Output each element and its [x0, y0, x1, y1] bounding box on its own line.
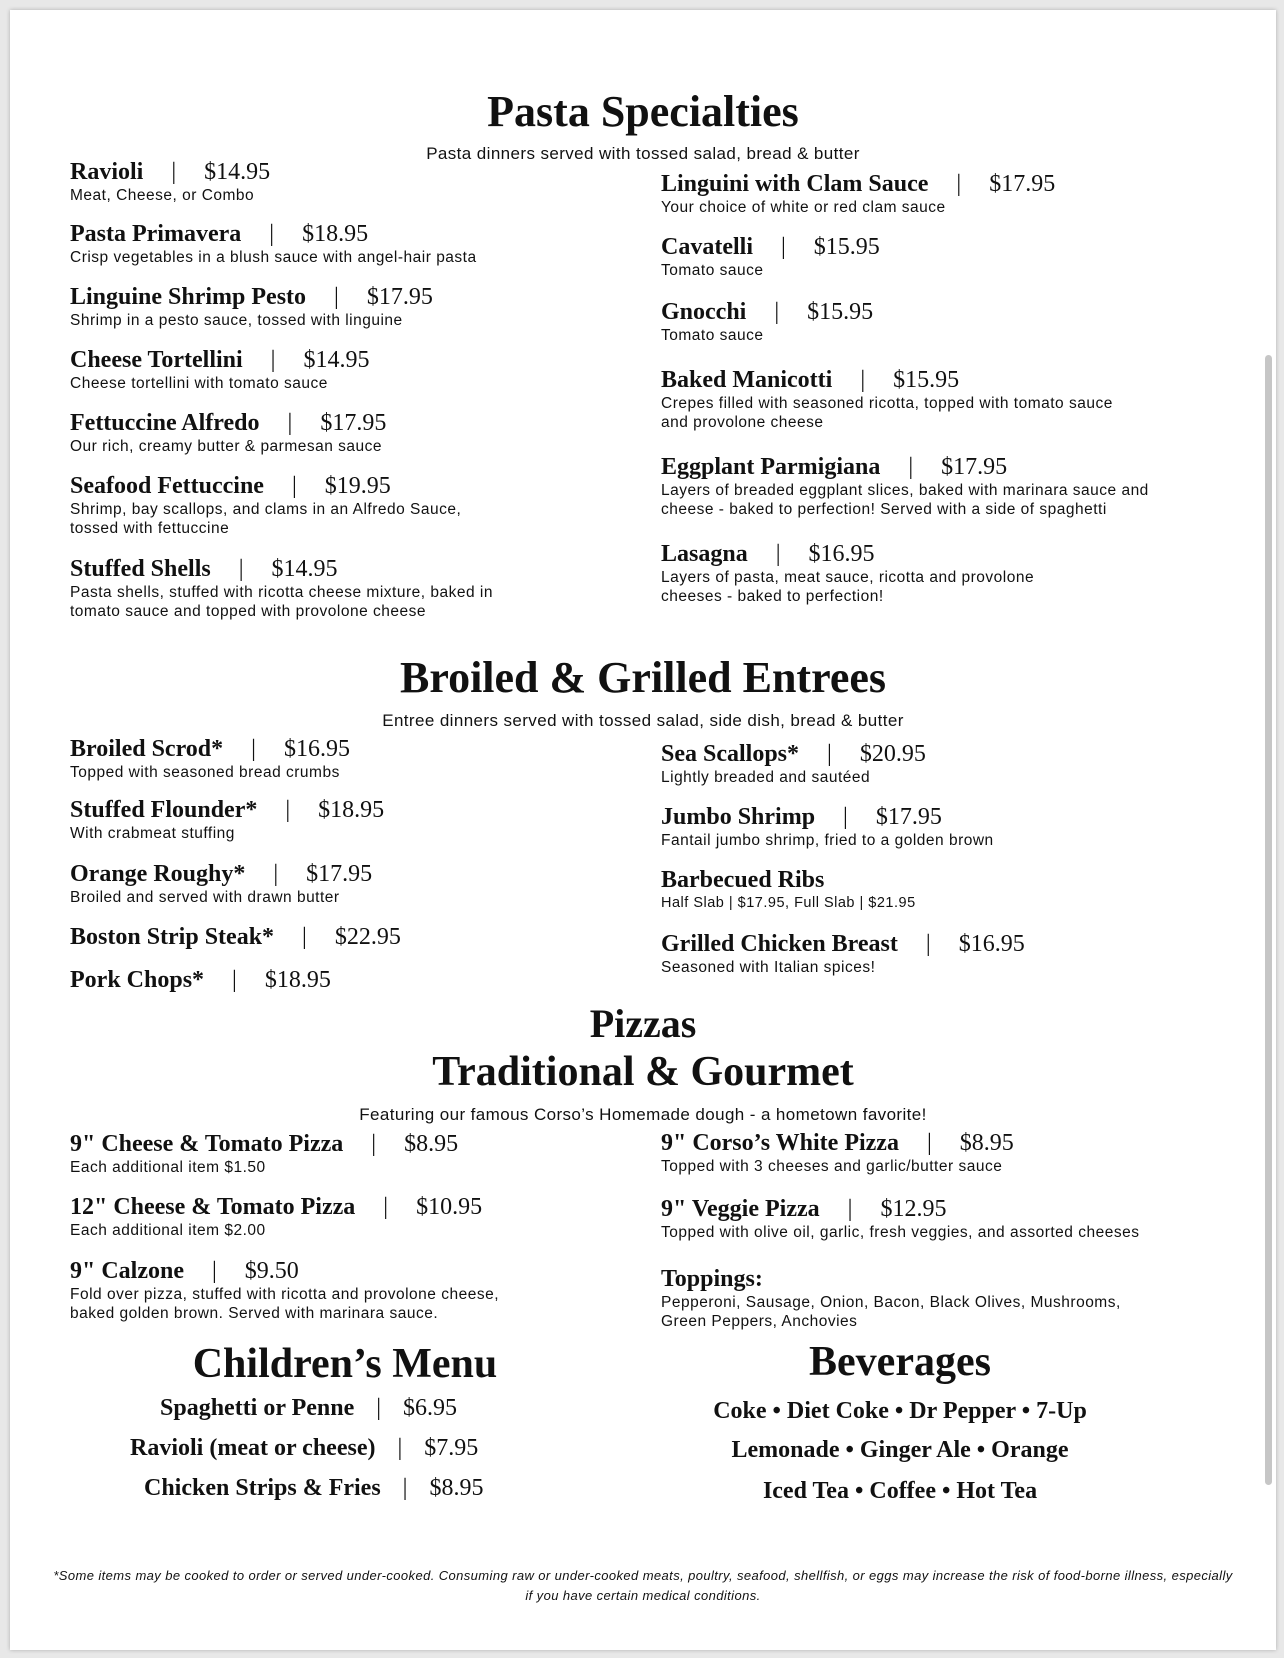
- item-description: Half Slab | $17.95, Full Slab | $21.95: [661, 895, 916, 911]
- entrees-section-title: Broiled & Grilled Entrees: [400, 653, 886, 702]
- item-description: Topped with 3 cheeses and garlic/butter sauce: [661, 1158, 1003, 1175]
- item-name: Fettuccine Alfredo: [70, 410, 260, 436]
- item-price: $20.95: [859, 741, 926, 767]
- menu-item: Eggplant Parmigiana | $17.95 Layers of breaded eggplant slices, baked with marinara sauce and cheese - baked to perfection! Served with a side of spaghetti: [661, 454, 1149, 518]
- item-description: Shrimp, bay scallops, and clams in an Alfredo Sauce, tossed with fettuccine: [70, 501, 462, 537]
- item-name: Cavatelli: [661, 234, 753, 260]
- menu-item: Sea Scallops* | $20.95 Lightly breaded and sautéed: [661, 741, 926, 786]
- item-price: $18.95: [264, 967, 331, 993]
- menu-item: Broiled Scrod* | $16.95 Topped with seasoned bread crumbs: [70, 736, 350, 781]
- pizzas-section-title: Pizzas: [589, 1001, 697, 1046]
- menu-item: Linguine Shrimp Pesto | $17.95 Shrimp in a pesto sauce, tossed with linguine: [70, 284, 433, 329]
- item-price: $19.95: [324, 473, 391, 499]
- item-name: Ravioli: [70, 159, 144, 185]
- item-price: $16.95: [283, 736, 350, 762]
- item-description: Each additional item $2.00: [70, 1222, 266, 1239]
- menu-item: Baked Manicotti | $15.95 Crepes filled with seasoned ricotta, topped with tomato sauce and provolone cheese: [661, 367, 1113, 431]
- item-price: $15.95: [893, 367, 960, 393]
- disclaimer-text: *Some items may be cooked to order or served under-cooked. Consuming raw or under-cooked meats, poultry, seafood, shellfish, or eggs may increase the risk of food-borne illness, especially if you have certain medical conditions.: [53, 1568, 1233, 1603]
- pasta-section-subtitle: Pasta dinners served with tossed salad, bread & butter: [426, 144, 860, 163]
- item-name: Seafood Fettuccine: [70, 473, 264, 499]
- item-description: Broiled and served with drawn butter: [70, 889, 340, 906]
- item-price: $17.95: [989, 171, 1056, 197]
- item-description: Crisp vegetables in a blush sauce with angel-hair pasta: [70, 249, 477, 266]
- menu-item: Lasagna | $16.95 Layers of pasta, meat sauce, ricotta and provolone cheeses - baked to perfection!: [661, 541, 1035, 605]
- item-name: Baked Manicotti: [661, 367, 833, 393]
- menu-item: 9" Corso’s White Pizza | $8.95 Topped with 3 cheeses and garlic/butter sauce: [661, 1130, 1014, 1175]
- menu-item: Grilled Chicken Breast | $16.95 Seasoned with Italian spices!: [661, 931, 1025, 976]
- item-name: Ravioli (meat or cheese): [130, 1435, 376, 1461]
- item-name: Orange Roughy*: [70, 861, 246, 887]
- item-name: Barbecued Ribs: [661, 867, 825, 893]
- menu-item: Cavatelli | $15.95 Tomato sauce: [661, 234, 880, 279]
- toppings-block: [661, 1265, 1121, 1331]
- menu-item: [661, 866, 916, 913]
- item-price: $15.95: [813, 234, 880, 260]
- item-name: 9" Cheese & Tomato Pizza: [70, 1131, 344, 1157]
- item-name: Cheese Tortellini: [70, 347, 243, 373]
- children-item: Ravioli (meat or cheese) | $7.95: [130, 1435, 479, 1461]
- pizzas-section-subtitle: Featuring our famous Corso’s Homemade dough - a hometown favorite!: [359, 1105, 927, 1124]
- item-price: $14.95: [271, 556, 338, 582]
- beverages-line: Iced Tea • Coffee • Hot Tea: [762, 1478, 1038, 1504]
- item-price: $8.95: [959, 1130, 1014, 1156]
- beverages-title: Beverages: [809, 1339, 991, 1385]
- item-price: $17.95: [875, 804, 942, 830]
- toppings-list: Pepperoni, Sausage, Onion, Bacon, Black Olives, Mushrooms, Green Peppers, Anchovies: [661, 1294, 1121, 1330]
- item-name: 9" Corso’s White Pizza: [661, 1130, 899, 1156]
- children-menu-title: Children’s Menu: [192, 1341, 498, 1387]
- item-name: Linguini with Clam Sauce: [661, 171, 929, 197]
- item-description: Pasta shells, stuffed with ricotta cheese mixture, baked in tomato sauce and topped with provolone cheese: [70, 584, 493, 620]
- item-name: 12" Cheese & Tomato Pizza: [70, 1194, 356, 1220]
- item-price: $17.95: [366, 284, 433, 310]
- item-name: Linguine Shrimp Pesto: [70, 284, 307, 310]
- item-name: Sea Scallops*: [661, 741, 800, 767]
- item-description: Layers of pasta, meat sauce, ricotta and provolone cheeses - baked to perfection!: [661, 569, 1035, 605]
- item-name: Gnocchi: [661, 299, 747, 325]
- item-description: Topped with seasoned bread crumbs: [70, 764, 340, 781]
- menu-item: Linguini with Clam Sauce | $17.95 Your choice of white or red clam sauce: [661, 171, 1056, 216]
- menu-page: [10, 10, 1276, 1650]
- item-price: $12.95: [880, 1196, 947, 1222]
- item-name: Pasta Primavera: [70, 221, 242, 247]
- item-price: $15.95: [807, 299, 874, 325]
- item-price: $14.95: [303, 347, 370, 373]
- item-name: Pork Chops*: [70, 967, 205, 993]
- item-description: Tomato sauce: [661, 327, 764, 344]
- item-name: Grilled Chicken Breast: [661, 931, 898, 957]
- item-name: Jumbo Shrimp: [661, 804, 816, 830]
- menu-item: Pasta Primavera | $18.95 Crisp vegetables in a blush sauce with angel-hair pasta: [70, 221, 477, 266]
- children-item: Chicken Strips & Fries | $8.95: [144, 1475, 484, 1501]
- item-name: Lasagna: [661, 541, 748, 567]
- item-description: Each additional item $1.50: [70, 1159, 266, 1176]
- menu-item: 12" Cheese & Tomato Pizza | $10.95 Each additional item $2.00: [70, 1194, 483, 1239]
- menu-item: Orange Roughy* | $17.95 Broiled and served with drawn butter: [70, 861, 373, 906]
- item-price: $10.95: [416, 1194, 483, 1220]
- item-price: $18.95: [318, 797, 385, 823]
- menu-item: Cheese Tortellini | $14.95 Cheese tortellini with tomato sauce: [70, 347, 370, 392]
- beverages-line: Lemonade • Ginger Ale • Orange: [731, 1437, 1069, 1463]
- menu-item: Stuffed Shells | $14.95 Pasta shells, stuffed with ricotta cheese mixture, baked in tomato sauce and topped with provolone cheese: [70, 556, 493, 620]
- item-description: Layers of breaded eggplant slices, baked with marinara sauce and cheese - baked to perfection! Served with a side of spaghetti: [661, 482, 1149, 518]
- item-description: Tomato sauce: [661, 262, 764, 279]
- item-description: Fantail jumbo shrimp, fried to a golden brown: [661, 832, 994, 849]
- item-description: Your choice of white or red clam sauce: [661, 199, 946, 216]
- item-description: Fold over pizza, stuffed with ricotta and provolone cheese, baked golden brown. Served with marinara sauce.: [70, 1286, 499, 1322]
- item-name: Boston Strip Steak*: [70, 924, 275, 950]
- menu-item: Pork Chops* | $18.95: [70, 967, 331, 993]
- item-description: Meat, Cheese, or Combo: [70, 187, 255, 204]
- pizzas-section-title2: Traditional & Gourmet: [432, 1049, 854, 1095]
- menu-item: 9" Cheese & Tomato Pizza | $8.95 Each additional item $1.50: [70, 1131, 459, 1176]
- beverages-line: Coke • Diet Coke • Dr Pepper • 7-Up: [713, 1398, 1087, 1424]
- item-name: Chicken Strips & Fries: [144, 1475, 381, 1501]
- item-description: With crabmeat stuffing: [70, 825, 235, 842]
- item-description: Seasoned with Italian spices!: [661, 959, 876, 976]
- item-description: Cheese tortellini with tomato sauce: [70, 375, 328, 392]
- children-item: Spaghetti or Penne | $6.95: [160, 1395, 458, 1421]
- menu-item: Stuffed Flounder* | $18.95 With crabmeat stuffing: [70, 797, 385, 842]
- item-price: $16.95: [808, 541, 875, 567]
- item-price: $7.95: [424, 1435, 479, 1461]
- item-name: Stuffed Flounder*: [70, 797, 258, 823]
- menu-item: 9" Veggie Pizza | $12.95 Topped with olive oil, garlic, fresh veggies, and assorted cheeses: [661, 1196, 1140, 1241]
- item-name: Broiled Scrod*: [70, 736, 224, 762]
- menu-item: Ravioli | $14.95 Meat, Cheese, or Combo: [70, 159, 271, 204]
- item-price: $18.95: [302, 221, 369, 247]
- item-name: Spaghetti or Penne: [160, 1395, 355, 1421]
- item-description: Our rich, creamy butter & parmesan sauce: [70, 438, 383, 455]
- vertical-scrollbar[interactable]: [1265, 355, 1272, 1485]
- item-name: Eggplant Parmigiana: [661, 454, 881, 480]
- item-price: $16.95: [958, 931, 1025, 957]
- entrees-section-subtitle: Entree dinners served with tossed salad, side dish, bread & butter: [382, 711, 904, 730]
- menu-item: 9" Calzone | $9.50 Fold over pizza, stuffed with ricotta and provolone cheese, baked golden brown. Served with marinara sauce.: [70, 1258, 499, 1322]
- item-name: 9" Veggie Pizza: [661, 1196, 820, 1222]
- item-price: $8.95: [404, 1131, 459, 1157]
- item-price: $22.95: [334, 924, 401, 950]
- menu-item: Jumbo Shrimp | $17.95 Fantail jumbo shrimp, fried to a golden brown: [661, 804, 994, 849]
- menu-item: Seafood Fettuccine | $19.95 Shrimp, bay scallops, and clams in an Alfredo Sauce, tossed with fettuccine: [70, 473, 462, 537]
- item-description: Shrimp in a pesto sauce, tossed with linguine: [70, 312, 403, 329]
- menu-item: Boston Strip Steak* | $22.95: [70, 924, 401, 950]
- menu-item: Gnocchi | $15.95 Tomato sauce: [661, 299, 874, 344]
- item-description: Topped with olive oil, garlic, fresh veggies, and assorted cheeses: [661, 1224, 1140, 1241]
- item-description: Lightly breaded and sautéed: [661, 769, 871, 786]
- item-price: $9.50: [244, 1258, 299, 1284]
- toppings-heading: Toppings:: [661, 1266, 763, 1292]
- item-price: $6.95: [403, 1395, 458, 1421]
- item-price: $17.95: [306, 861, 373, 887]
- pasta-section-title: Pasta Specialties: [487, 87, 799, 136]
- item-name: 9" Calzone: [70, 1258, 184, 1284]
- item-price: $8.95: [429, 1475, 484, 1501]
- item-description: Crepes filled with seasoned ricotta, topped with tomato sauce and provolone cheese: [661, 395, 1113, 431]
- item-price: $17.95: [941, 454, 1008, 480]
- item-price: $14.95: [204, 159, 271, 185]
- item-name: Stuffed Shells: [70, 556, 211, 582]
- item-price: $17.95: [320, 410, 387, 436]
- menu-item: Fettuccine Alfredo | $17.95 Our rich, creamy butter & parmesan sauce: [70, 410, 387, 455]
